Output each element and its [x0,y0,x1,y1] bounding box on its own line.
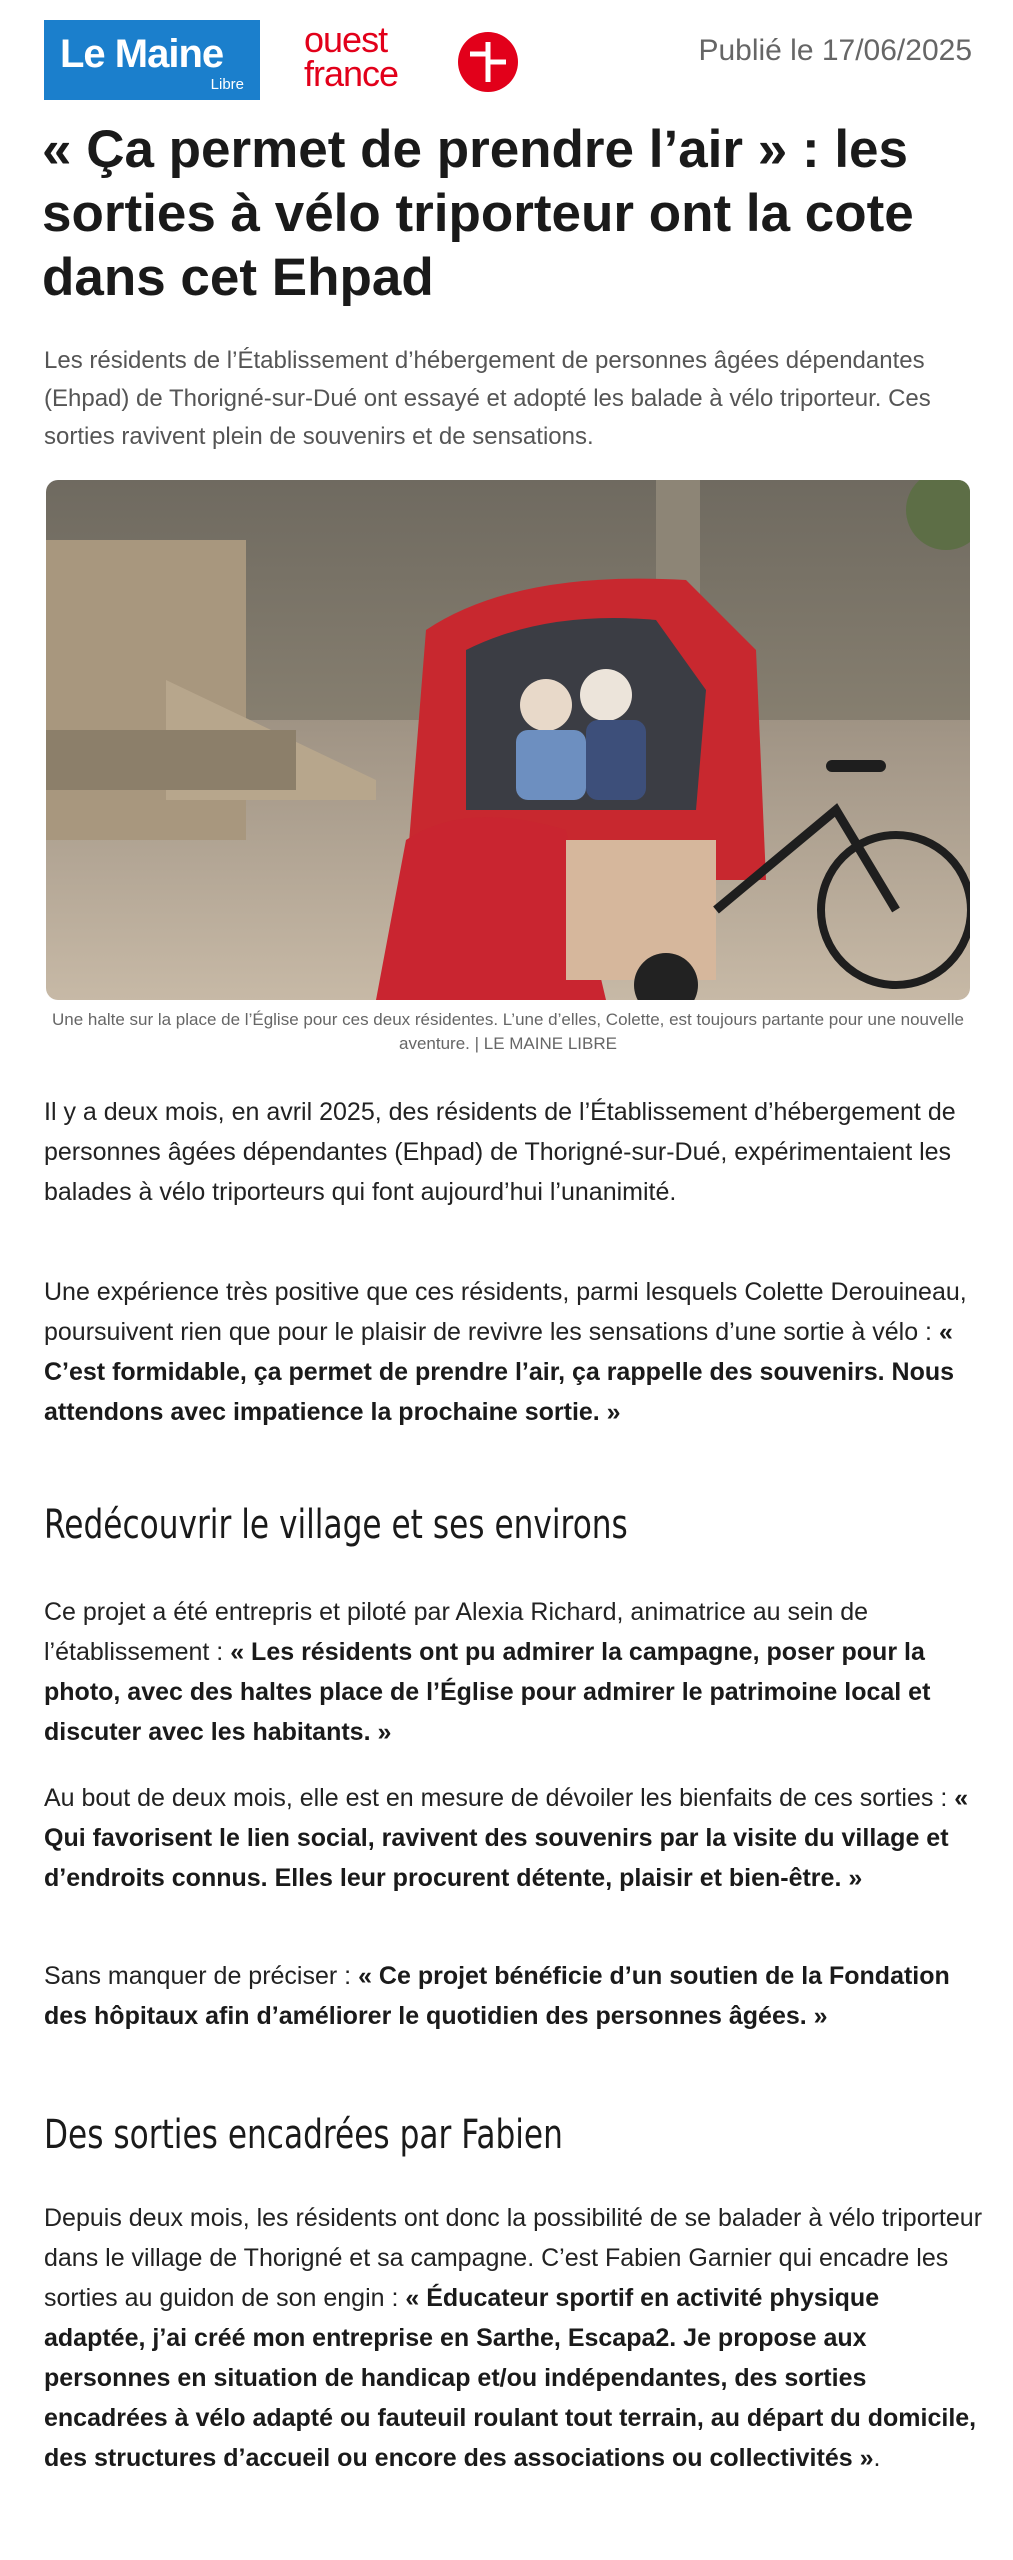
le-maine-libre-logo[interactable] [44,20,260,100]
photo-caption: Une halte sur la place de l’Église pour ces deux résidentes. L’une d’elles, Colette, est toujours partante pour une nouvelle aventure. | LE MAINE LIBRE [52,1010,964,1053]
article-lead: Les résidents de l’Établissement d’hébergement de personnes âgées dépendantes (Ehpad) de Thorigné-sur-Dué ont essayé et adopté les balade à vélo triporteur. Ces sorties ravivent plein de souvenirs et de sensations. [44,347,931,450]
paragraph-2-text: Une expérience très positive que ces résidents, parmi lesquels Colette Derouineau, poursuivent rien que pour le plaisir de revivre les sensations d’une sortie à vélo : [44,1278,967,1346]
paragraph-6 [44,2198,984,2478]
paragraph-2-quote: « C’est formidable, ça permet de prendre l’air, ça rappelle des souvenirs. Nous attendons avec impatience la prochaine sortie. » [44,1318,955,1426]
logo-ouest-text: ouest [304,19,388,60]
section-heading-1: Redécouvrir le village et ses environs [44,1502,628,1548]
paragraph-6-quote: « Éducateur sportif en activité physique adaptée, j’ai créé mon entreprise en Sarthe, Escapa2. Je propose aux personnes en situation de handicap et/ou indépendantes, des sorties encadrées à vélo adapté ou fauteuil roulant tout terrain, au départ du domicile, des structures d’accueil ou encore des associations ou collectivités » [44,2284,977,2472]
paragraph-3-text: Ce projet a été entrepris et piloté par Alexia Richard, animatrice au sein de l’établissement : [44,1598,869,1666]
paragraph-2 [44,1272,984,1432]
section-heading-2: Des sorties encadrées par Fabien [44,2112,563,2158]
paragraph-4-text: Au bout de deux mois, elle est en mesure de dévoiler les bienfaits de ces sorties : [44,1784,955,1812]
ouest-france-emblem-icon [456,30,520,94]
paragraph-5-quote: « Ce projet bénéficie d’un soutien de la Fondation des hôpitaux afin d’améliorer le quotidien des personnes âgées. » [44,1962,950,2030]
paragraph-3 [44,1592,984,1752]
paragraph-5 [44,1956,984,2036]
paragraph-4 [44,1778,984,1898]
logo-lemaine-sub: Libre [210,76,244,93]
paragraph-6-end: . [873,2444,881,2472]
logo-lemaine-text: Le Maine [60,32,224,76]
ouest-france-logo[interactable] [304,19,524,98]
paragraph-5-text: Sans manquer de préciser : [44,1962,359,1990]
paragraph-3-quote: « Les résidents ont pu admirer la campagne, poser pour la photo, avec des haltes place de l’Église pour admirer le patrimoine local et discuter avec les habitants. » [44,1638,931,1746]
paragraph-4-quote: « Qui favorisent le lien social, ravivent des souvenirs par la visite du village et d’endroits connus. Elles leur procurent détente, plaisir et bien-être. » [44,1784,969,1892]
header [44,20,972,100]
published-date: Publié le 17/06/2025 [698,34,972,67]
article-photo[interactable] [46,480,970,1000]
paragraph-1: Il y a deux mois, en avril 2025, des résidents de l’Établissement d’hébergement de personnes âgées dépendantes (Ehpad) de Thorigné-sur-Dué, expérimentaient les balades à vélo triporteurs qui font aujourd’hui l’unanimité. [44,1098,956,1206]
article-title: « Ça permet de prendre l’air » : les sorties à vélo triporteur ont la cote dans cet Ehpad [42,120,914,307]
logo-france-text: france [304,53,399,94]
paragraph-6-text: Depuis deux mois, les résidents ont donc la possibilité de se balader à vélo triporteur dans le village de Thorigné et sa campagne. C’est Fabien Garnier qui encadre les sorties au guidon de son engin : [44,2204,983,2312]
tricycle-photo-illustration [46,480,970,1000]
